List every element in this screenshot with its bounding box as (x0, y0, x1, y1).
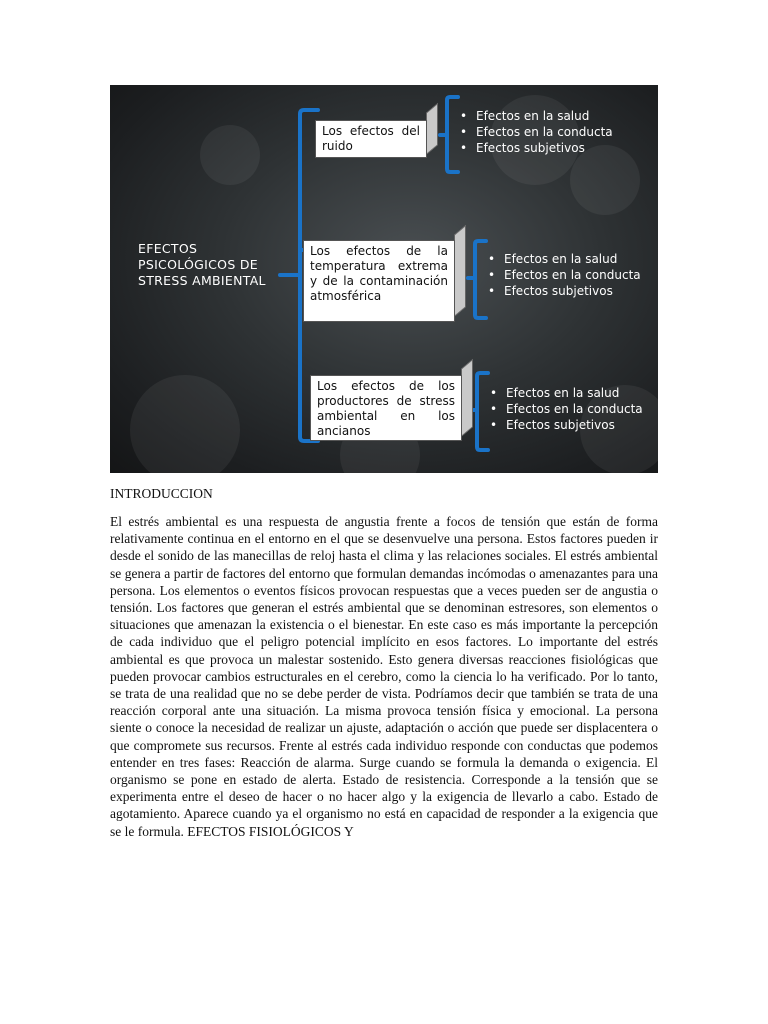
effects-list-elderly (488, 385, 643, 433)
effect-item: • Efectos en la salud (458, 108, 613, 124)
effect-item: • Efectos en la conducta (458, 124, 613, 140)
box-shadow (454, 225, 466, 317)
effect-item: • Efectos en la conducta (488, 401, 643, 417)
effect-item: • Efectos en la conducta (486, 267, 641, 283)
branch-box-elderly: Los efectos de los productores de stress ambiental en los ancianos (310, 375, 462, 441)
stress-diagram-image (110, 85, 658, 473)
branch-box-noise: Los efectos del ruido (315, 120, 427, 158)
effects-list-temperature (486, 251, 641, 299)
effect-item: • Efectos subjetivos (486, 283, 641, 299)
body-paragraph: El estrés ambiental es una respuesta de angustia frente a focos de tensión que están de forma relativamente continua en el entorno en el que se desenvuelve una persona. Estos factores pueden ir desde el sonido de las manecillas de reloj hasta el clima y las relaciones sociales. El estrés ambiental se genera a partir de factores del entorno que formulan demandas incómodas o amenazantes para una persona. Los elementos o eventos físicos provocan respuestas que a veces pueden ser de angustia o tensión. Los factores que generan el estrés ambiental que se denominan estresores, son elementos o situaciones que amenazan la existencia o el bienestar. En este caso es más importante la percepción de cada individuo que el peligro potencial implícito en esos factores. Lo importante del estrés ambiental es que provoca un malestar sostenido. Esto genera diversas reacciones fisiológicas que pueden provocar cambios estructurales en el cerebro, como la ciencia lo ha verificado. Por lo tanto, se trata de una realidad que no se debe perder de vista. Podríamos decir que también se trata de una reacción corporal ante una situación. La misma provoca tensión física y emocional. La persona siente o conoce la necesidad de realizar un ajuste, adaptación o acción que puede ser displacentera o que compromete sus recursos. Frente al estrés cada individuo responde con conductas que podemos entender en tres fases: Reacción de alarma. Surge cuando se formula la demanda o exigencia. El organismo se pone en estado de alerta. Estado de resistencia. Corresponde a la tensión que se experimenta entre el deseo de hacer o no hacer algo y la exigencia de llevarlo a cabo. Estado de agotamiento. Aparece cuando ya el organismo no está en capacidad de responder a la exigencia que se le formula. EFECTOS FISIOLÓGICOS Y (110, 514, 658, 839)
effect-item: • Efectos en la salud (488, 385, 643, 401)
box-shadow (461, 359, 473, 437)
effect-item: • Efectos subjetivos (488, 417, 643, 433)
section-heading: INTRODUCCION (110, 486, 213, 501)
effect-item: • Efectos en la salud (486, 251, 641, 267)
diagram-title: EFECTOS PSICOLÓGICOS DE STRESS AMBIENTAL (138, 241, 266, 288)
effects-list-noise (458, 108, 613, 156)
branch-box-temperature: Los efectos de la temperatura extrema y de la contaminación atmosférica (303, 240, 455, 322)
effect-item: • Efectos subjetivos (458, 140, 613, 156)
